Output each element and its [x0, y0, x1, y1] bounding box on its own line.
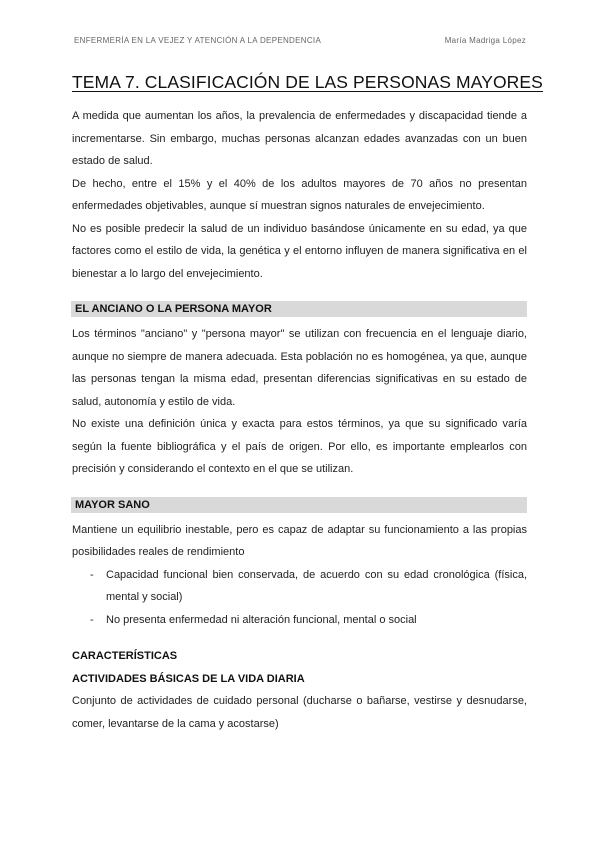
- list-item-text: Capacidad funcional bien conservada, de acuerdo con su edad cronológica (física, mental y social): [106, 568, 527, 603]
- section-heading-mayor-sano: MAYOR SANO: [71, 497, 527, 513]
- page-content: [72, 72, 543, 735]
- intro-paragraph-1: A medida que aumentan los años, la prevalencia de enfermedades y discapacidad tiende a incrementarse. Sin embargo, muchas personas alcanzan edades avanzadas con un buen estado de salud.: [72, 110, 527, 167]
- caracteristicas-heading: CARACTERÍSTICAS: [72, 650, 178, 662]
- dash-bullet: -: [90, 568, 94, 581]
- header-author: María Madriga López: [444, 36, 526, 45]
- list-item-text: No presenta enfermedad ni alteración funcional, mental o social: [106, 613, 417, 626]
- list-item: [90, 564, 527, 609]
- mayor-sano-paragraph: Mantiene un equilibrio inestable, pero es capaz de adaptar su funcionamiento a las propias posibilidades reales de rendimiento: [72, 523, 527, 558]
- anciano-paragraph-1: Los términos "anciano" y "persona mayor" se utilizan con frecuencia en el lenguaje diario, aunque no siempre de manera adecuada. Esta población no es homogénea, ya que, aunque las personas tengan la misma edad, presentan diferencias significativas en su estado de salud, autonomía y estilo de vida.: [72, 328, 527, 408]
- mayor-sano-list: [72, 564, 527, 632]
- dash-bullet: -: [90, 613, 94, 626]
- intro-paragraph-3: No es posible predecir la salud de un individuo basándose únicamente en su edad, ya que factores como el estilo de vida, la genética y el entorno influyen de manera significativa en el bienestar a lo largo del envejecimiento.: [72, 222, 527, 280]
- header-course-title: ENFERMERÍA EN LA VEJEZ Y ATENCIÓN A LA DEPENDENCIA: [74, 36, 322, 45]
- list-item: [90, 609, 527, 632]
- abvd-paragraph: Conjunto de actividades de cuidado personal (ducharse o bañarse, vestirse y desnudarse, comer, levantarse de la cama y acostarse): [72, 695, 527, 730]
- page-header: [74, 36, 526, 45]
- page-title: TEMA 7. CLASIFICACIÓN DE LAS PERSONAS MAYORES: [72, 72, 543, 92]
- anciano-paragraph-2: No existe una definición única y exacta para estos términos, ya que su significado varía según la fuente bibliográfica y el país de origen. Por ello, es importante emplearlos con precisión y considerando el contexto en el que se utilizan.: [72, 418, 527, 475]
- abvd-heading: ACTIVIDADES BÁSICAS DE LA VIDA DIARIA: [72, 672, 305, 685]
- section-heading-anciano: EL ANCIANO O LA PERSONA MAYOR: [71, 301, 527, 317]
- intro-paragraph-2: De hecho, entre el 15% y el 40% de los adultos mayores de 70 años no presentan enfermedades objetivables, aunque sí muestran signos naturales de envejecimiento.: [72, 177, 527, 212]
